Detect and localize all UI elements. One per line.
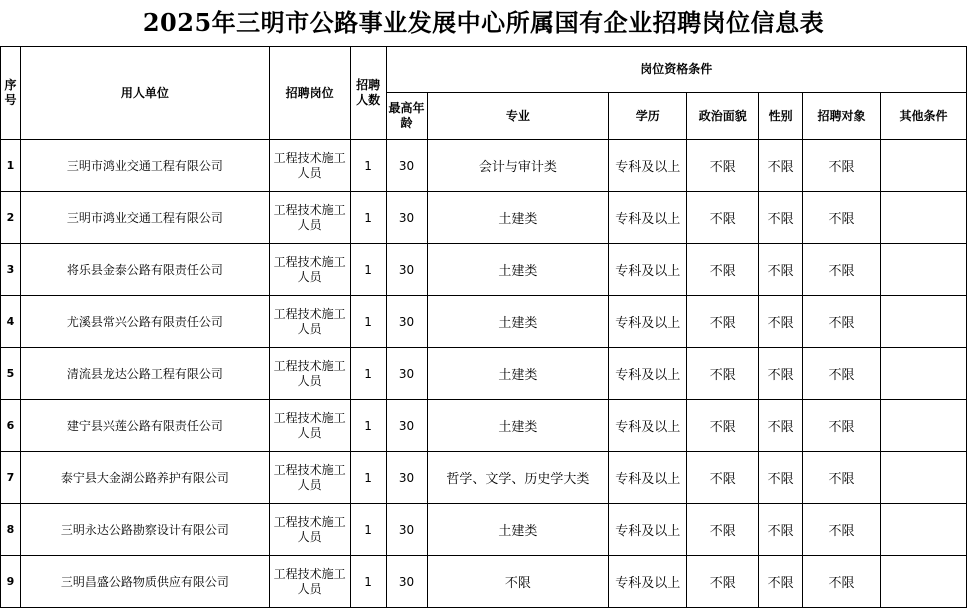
cell-education: 专科及以上 [609, 400, 687, 452]
cell-unit: 泰宁县大金湖公路养护有限公司 [20, 452, 269, 504]
table-row [1, 556, 967, 608]
cell-other [881, 452, 967, 504]
cell-unit: 三明市鸿业交通工程有限公司 [20, 192, 269, 244]
cell-other [881, 348, 967, 400]
header-post: 招聘岗位 [269, 47, 350, 140]
cell-target: 不限 [803, 140, 881, 192]
cell-post: 工程技术施工人员 [269, 244, 350, 296]
header-age: 最高年龄 [386, 93, 427, 140]
cell-education: 专科及以上 [609, 192, 687, 244]
cell-gender: 不限 [759, 556, 803, 608]
header-qualifications: 岗位资格条件 [386, 47, 966, 93]
cell-political: 不限 [687, 140, 759, 192]
cell-education: 专科及以上 [609, 348, 687, 400]
cell-gender: 不限 [759, 244, 803, 296]
cell-unit: 三明昌盛公路物质供应有限公司 [20, 556, 269, 608]
table-row [1, 244, 967, 296]
cell-age: 30 [386, 244, 427, 296]
cell-index: 7 [1, 452, 21, 504]
table-row [1, 192, 967, 244]
cell-age: 30 [386, 192, 427, 244]
header-count: 招聘人数 [350, 47, 386, 140]
cell-post: 工程技术施工人员 [269, 400, 350, 452]
cell-other [881, 140, 967, 192]
cell-gender: 不限 [759, 452, 803, 504]
cell-index: 2 [1, 192, 21, 244]
cell-age: 30 [386, 452, 427, 504]
cell-age: 30 [386, 140, 427, 192]
cell-post: 工程技术施工人员 [269, 296, 350, 348]
cell-age: 30 [386, 400, 427, 452]
cell-political: 不限 [687, 504, 759, 556]
cell-political: 不限 [687, 348, 759, 400]
cell-count: 1 [350, 140, 386, 192]
header-major: 专业 [427, 93, 609, 140]
cell-index: 1 [1, 140, 21, 192]
cell-major: 土建类 [427, 296, 609, 348]
cell-post: 工程技术施工人员 [269, 452, 350, 504]
header-unit: 用人单位 [20, 47, 269, 140]
table-row [1, 400, 967, 452]
recruitment-table [0, 46, 967, 608]
cell-major: 土建类 [427, 192, 609, 244]
cell-unit: 清流县龙达公路工程有限公司 [20, 348, 269, 400]
cell-index: 8 [1, 504, 21, 556]
cell-gender: 不限 [759, 296, 803, 348]
cell-index: 5 [1, 348, 21, 400]
cell-age: 30 [386, 504, 427, 556]
cell-major: 土建类 [427, 504, 609, 556]
cell-count: 1 [350, 556, 386, 608]
cell-gender: 不限 [759, 400, 803, 452]
cell-unit: 尤溪县常兴公路有限责任公司 [20, 296, 269, 348]
cell-political: 不限 [687, 192, 759, 244]
header-gender: 性别 [759, 93, 803, 140]
page-title: 2025年三明市公路事业发展中心所属国有企业招聘岗位信息表 [142, 8, 825, 37]
cell-age: 30 [386, 296, 427, 348]
cell-post: 工程技术施工人员 [269, 140, 350, 192]
cell-unit: 三明永达公路勘察设计有限公司 [20, 504, 269, 556]
cell-post: 工程技术施工人员 [269, 348, 350, 400]
header-target: 招聘对象 [803, 93, 881, 140]
cell-other [881, 556, 967, 608]
table-body [1, 140, 967, 608]
cell-political: 不限 [687, 244, 759, 296]
cell-age: 30 [386, 348, 427, 400]
cell-major: 土建类 [427, 348, 609, 400]
cell-other [881, 504, 967, 556]
cell-count: 1 [350, 296, 386, 348]
table-row [1, 504, 967, 556]
cell-index: 3 [1, 244, 21, 296]
cell-unit: 将乐县金泰公路有限责任公司 [20, 244, 269, 296]
cell-target: 不限 [803, 348, 881, 400]
cell-count: 1 [350, 244, 386, 296]
table-row [1, 140, 967, 192]
header-index: 序号 [1, 47, 21, 140]
cell-political: 不限 [687, 400, 759, 452]
cell-major: 会计与审计类 [427, 140, 609, 192]
cell-political: 不限 [687, 296, 759, 348]
cell-unit: 建宁县兴莲公路有限责任公司 [20, 400, 269, 452]
cell-gender: 不限 [759, 140, 803, 192]
cell-count: 1 [350, 504, 386, 556]
cell-other [881, 400, 967, 452]
cell-education: 专科及以上 [609, 504, 687, 556]
cell-count: 1 [350, 192, 386, 244]
cell-post: 工程技术施工人员 [269, 556, 350, 608]
cell-count: 1 [350, 400, 386, 452]
cell-education: 专科及以上 [609, 452, 687, 504]
cell-gender: 不限 [759, 348, 803, 400]
cell-other [881, 244, 967, 296]
cell-count: 1 [350, 452, 386, 504]
cell-other [881, 192, 967, 244]
cell-target: 不限 [803, 504, 881, 556]
cell-other [881, 296, 967, 348]
cell-index: 9 [1, 556, 21, 608]
cell-post: 工程技术施工人员 [269, 192, 350, 244]
header-political: 政治面貌 [687, 93, 759, 140]
table-row [1, 348, 967, 400]
header-other: 其他条件 [881, 93, 967, 140]
cell-gender: 不限 [759, 504, 803, 556]
cell-target: 不限 [803, 296, 881, 348]
cell-target: 不限 [803, 400, 881, 452]
cell-major: 土建类 [427, 244, 609, 296]
cell-target: 不限 [803, 192, 881, 244]
cell-post: 工程技术施工人员 [269, 504, 350, 556]
cell-gender: 不限 [759, 192, 803, 244]
cell-count: 1 [350, 348, 386, 400]
cell-education: 专科及以上 [609, 244, 687, 296]
cell-index: 4 [1, 296, 21, 348]
table-row [1, 452, 967, 504]
table-row [1, 296, 967, 348]
cell-major: 土建类 [427, 400, 609, 452]
cell-target: 不限 [803, 556, 881, 608]
cell-political: 不限 [687, 556, 759, 608]
cell-education: 专科及以上 [609, 556, 687, 608]
cell-age: 30 [386, 556, 427, 608]
cell-education: 专科及以上 [609, 140, 687, 192]
cell-unit: 三明市鸿业交通工程有限公司 [20, 140, 269, 192]
cell-political: 不限 [687, 452, 759, 504]
cell-education: 专科及以上 [609, 296, 687, 348]
header-education: 学历 [609, 93, 687, 140]
cell-major: 不限 [427, 556, 609, 608]
cell-target: 不限 [803, 452, 881, 504]
cell-major: 哲学、文学、历史学大类 [427, 452, 609, 504]
cell-index: 6 [1, 400, 21, 452]
cell-target: 不限 [803, 244, 881, 296]
